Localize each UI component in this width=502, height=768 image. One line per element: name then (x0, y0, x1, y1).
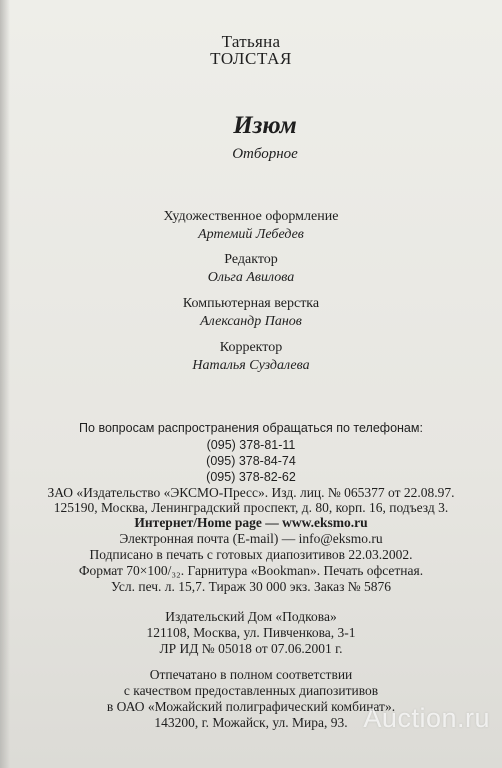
publisher-address: 121108, Москва, ул. Пивченкова, 3-1 (146, 625, 356, 640)
email-line: Электронная почта (E-mail) — info@eksmo.ru (119, 531, 383, 546)
print-run-line: Усл. печ. л. 15,7. Тираж 30 000 экз. Заказ № 5876 (110, 579, 392, 594)
credit-name-layout: Александр Панов (200, 314, 302, 329)
credit-role-art: Художественное оформление (163, 209, 339, 224)
printer-name: в ОАО «Можайский полиграфический комбинат». (106, 699, 396, 714)
license-line: ЗАО «Издательство «ЭКСМО-Пресс». Изд. лиц. № 065377 от 22.08.97. (47, 485, 455, 500)
auction-watermark: Auction.ru (363, 703, 490, 733)
credit-role-layout: Компьютерная верстка (182, 296, 320, 311)
printer-address: 143200, г. Можайск, ул. Мира, 93. (154, 715, 348, 730)
printer-line: Отпечатано в полном соответствии (149, 667, 353, 682)
distribution-phone: (095) 378-81-11 (206, 438, 296, 452)
print-signed-line: Подписано в печать с готовых диапозитивов 22.03.2002. (89, 547, 413, 562)
book-subtitle: Отборное (232, 146, 298, 162)
credit-name-editor: Ольга Авилова (207, 270, 295, 285)
distribution-phone: (095) 378-82-62 (206, 470, 296, 484)
credit-name-proofreader: Наталья Суздалева (192, 358, 310, 373)
publisher-name: Издательский Дом «Подкова» (165, 609, 337, 624)
printer-line: с качеством предоставленных диапозитивов (123, 683, 379, 698)
distribution-intro: По вопросам распространения обращаться по телефонам: (79, 421, 423, 435)
credit-role-editor: Редактор (224, 252, 278, 267)
print-format-line: Формат 70×100/₃₂. Гарнитура «Bookman». Печать офсетная. (78, 563, 424, 578)
credit-name-art: Артемий Лебедев (198, 227, 304, 242)
homepage-line: Интернет/Home page — www.eksmo.ru (134, 515, 368, 530)
author-last-name: ТОЛСТАЯ (210, 49, 292, 68)
distribution-phone: (095) 378-84-74 (206, 454, 296, 468)
book-title: Изюм (233, 112, 297, 139)
author-first-name: Татьяна (221, 32, 281, 51)
address-line: 125190, Москва, Ленинградский проспект, д. 80, корп. 16, подъезд 3. (53, 500, 449, 515)
credit-role-proofreader: Корректор (219, 340, 283, 355)
publisher-license: ЛР ИД № 05018 от 07.06.2001 г. (159, 641, 343, 656)
